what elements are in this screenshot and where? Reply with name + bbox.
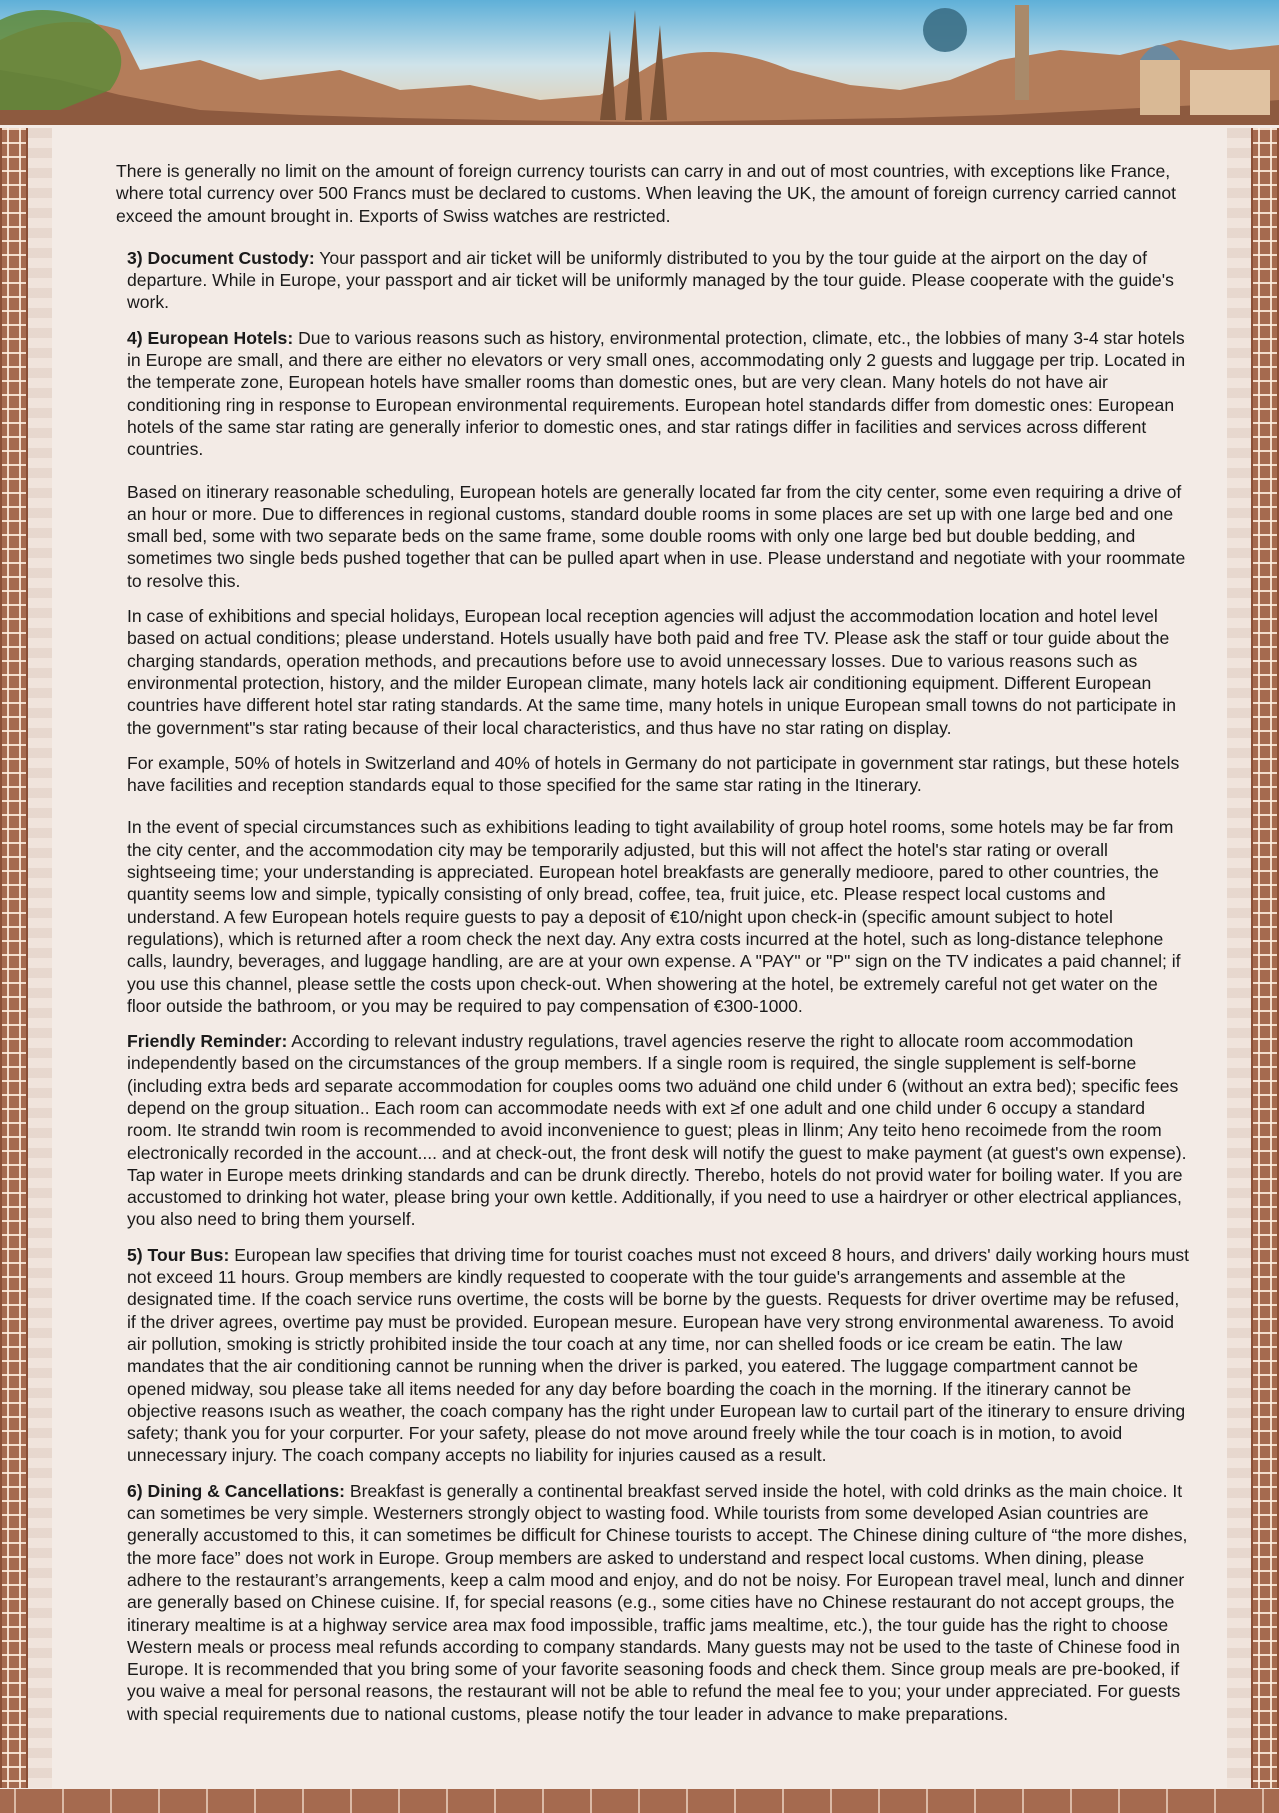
paragraph-text: Due to various reasons such as history, environmental protection, climate, etc., the lobbies of many 3-4 star hotels in Europe are small, and there are either no elevators or very small ones, accommodating only 2 guests and luggage per trip. Located in the temperate zone, European hotels have smaller rooms than domestic ones, but are very clean. Many hotels do not have air conditioning ring in response to European environmental requirements. European hotel standards differ from domestic ones: European hotels of the same star rating are generally inferior to domestic ones, and star ratings differ in facilities and services across different countries. — [127, 327, 1186, 460]
section-heading: 3) Document Custody: — [127, 247, 315, 268]
city-skyline-illustration — [0, 0, 1279, 130]
paragraph-text: According to relevant industry regulations, travel agencies reserve the right to allocate room accommodation independently based on the circumstances of the group members. If a single room is required, the single supplement is self-borne (including extra beds ard separate accommodation for couples ooms two aduänd one child under 6 (without an extra bed); specific fees depend on the group situation.. Each room can accommodate needs with ext ≥f one adult and one child under 6 occupy a standard room. Ite strandd twin room is recommended to avoid inconvenience to guest; pleas in llinm; Any teito heno recoimede from the room electronically recorded in the account.... and at check-out, the front desk will notify the guest to make payment (at guest's own expense). Tap water in Europe meets drinking standards and can be drunk directly. Therebo, hotels do not provid water for boiling water. If you are accustomed to drinking hot water, please bring your own kettle. Additionally, if you need to use a hairdryer or other electrical appliances, you also need to bring them yourself. — [127, 1031, 1187, 1230]
document-body — [116, 160, 1190, 1738]
paragraph-text: Your passport and air ticket will be uniformly distributed to you by the tour guide at the airport on the day of departure. While in Europe, your passport and air ticket will be uniformly managed by the tour guide. Please cooperate with the guide's work. — [127, 247, 1174, 313]
section-heading: 6) Dining & Cancellations: — [127, 1480, 345, 1501]
tour-bus-paragraph — [127, 1244, 1190, 1467]
paragraph-text: Breakfast is generally a continental breakfast served inside the hotel, with cold drinks as the main choice. It can sometimes be very simple. Westerners strongly object to wasting food. While tourists from some developed Asian countries are generally accustomed to this, it can sometimes be difficult for Chinese tourists to accept. The Chinese dining culture of “the more dishes, the more face” does not work in Europe. Group members are asked to understand and respect local customs. When dining, please adhere to the restaurant’s arrangements, keep a calm mood and enjoy, and do not be noisy. For European travel meal, lunch and dinner are generally based on Chinese cuisine. If, for special reasons (e.g., some cities have no Chinese restaurant do not accept groups, the itinerary mealtime is at a highway service area max food impossible, traffic jams mealtime, etc.), the tour guide has the right to choose Western meals or process meal refunds according to company standards. Many guests may not be used to the taste of Chinese food in Europe. It is recommended that you bring some of your favorite seasoning foods and check them. Since group meals are pre-booked, if you waive a meal for personal reasons, the restaurant will not be able to refund the meal fee to you; your under appreciated. For guests with special requirements due to national customs, please notify the tour leader in advance to make preparations. — [127, 1480, 1188, 1724]
hotel-location-paragraph — [127, 481, 1190, 592]
paragraph-text: In the event of special circumstances such as exhibitions leading to tight availability of group hotel rooms, some hotels may be far from the city center, and the accommodation city may be temporarily adjusted, but this will not affect the hotel's star rating or overall sightseeing time; your understanding is appreciated. European hotel breakfasts are generally medioore, pared to other countries, the quantity seems low and simple, typically consisting of only bread, coffee, tea, fruit juice, etc. Please respect local customs and understand. A few European hotels require guests to pay a deposit of €10/night upon check-in (specific amount subject to hotel regulations), which is returned after a room check the next day. Any extra costs incurred at the hotel, such as long-distance telephone calls, laundry, beverages, and luggage handling, are are at your own expense. A "PAY" or "P" sign on the TV indicates a paid channel; if you use this channel, please settle the costs upon check-out. When showering at the hotel, be extremely careful not get water on the floor outside the bathroom, or you may be required to pay compensation of €300-1000. — [127, 817, 1181, 1016]
special-circumstances-paragraph — [127, 816, 1190, 1017]
document-custody-paragraph — [127, 247, 1190, 314]
friendly-reminder-paragraph — [127, 1030, 1190, 1231]
right-greek-key-border — [1251, 128, 1279, 1788]
paragraph-text: In case of exhibitions and special holidays, European local reception agencies will adjust the accommodation location and hotel level based on actual conditions; please understand. Hotels usually have both paid and free TV. Please ask the staff or tour guide about the charging standards, operation methods, and precautions before use to avoid unnecessary losses. Due to various reasons such as environmental protection, history, and the milder European climate, many hotels lack air conditioning equipment. Different European countries have different hotel star rating standards. At the same time, many hotels in unique European small towns do not participate in the government"s star rating because of their local characteristics, and thus have no star rating on display. — [127, 606, 1177, 738]
left-greek-key-border — [0, 128, 28, 1788]
bottom-decorative-border — [0, 1789, 1279, 1813]
paragraph-text: European law specifies that driving time for tourist coaches must not exceed 8 hours, and drivers' daily working hours must not exceed 11 hours. Group members are kindly requested to cooperate with the tour guide's arrangements and assemble at the designated time. If the coach service runs overtime, the costs will be borne by the guests. Requests for driver overtime may be refused, if the driver agrees, overtime pay must be provided. European mesure. European have very strong environmental awareness. To avoid air pollution, smoking is strictly prohibited inside the tour coach at any time, nor can shelled foods or ice cream be eatin. The law mandates that the air conditioning cannot be running when the driver is parked, you eatered. The luggage compartment cannot be opened midway, sou please take all items needed for any day before boarding the coach in the morning. If the itinerary cannot be objective reasons ısuch as weather, the coach company has the right under European law to curtail part of the itinerary to ensure driving safety; thank you for your corpurter. For your safety, please do not move around freely while the tour coach is in motion, to avoid unnecessary injury. The coach company accepts no liability for injuries caused as a result. — [127, 1244, 1190, 1466]
dining-cancellations-paragraph — [127, 1480, 1190, 1725]
left-inner-pattern-strip — [28, 128, 52, 1788]
paragraph-text: For example, 50% of hotels in Switzerland and 40% of hotels in Germany do not participate in government star ratings, but these hotels have facilities and reception standards equal to those specified for the same star rating in the Itinerary. — [127, 752, 1180, 796]
header-banner-image — [0, 0, 1279, 130]
paragraph-text: There is generally no limit on the amount of foreign currency tourists can carry in and out of most countries, with exceptions like France, where total currency over 500 Francs must be declared to customs. When leaving the UK, the amount of foreign currency carried cannot exceed the amount brought in. Exports of Swiss watches are restricted. — [116, 161, 1177, 226]
section-heading: 5) Tour Bus: — [127, 1244, 230, 1265]
section-heading: 4) European Hotels: — [127, 327, 294, 348]
european-hotels-paragraph — [127, 327, 1190, 461]
currency-paragraph — [116, 160, 1190, 227]
hotel-exhibitions-paragraph — [127, 605, 1190, 739]
paragraph-text: Based on itinerary reasonable scheduling, European hotels are generally located far from the city center, some even requiring a drive of an hour or more. Due to differences in regional customs, standard double rooms in some places are set up with one large bed and one small bed, some with two separate beds on the same frame, some double rooms with only one large bed but double bedding, and sometimes two single beds pushed together that can be pulled apart when in use. Please understand and negotiate with your roommate to resolve this. — [127, 481, 1186, 591]
star-ratings-example-paragraph — [127, 752, 1190, 797]
section-heading: Friendly Reminder: — [127, 1031, 288, 1052]
right-inner-pattern-strip — [1227, 128, 1251, 1788]
